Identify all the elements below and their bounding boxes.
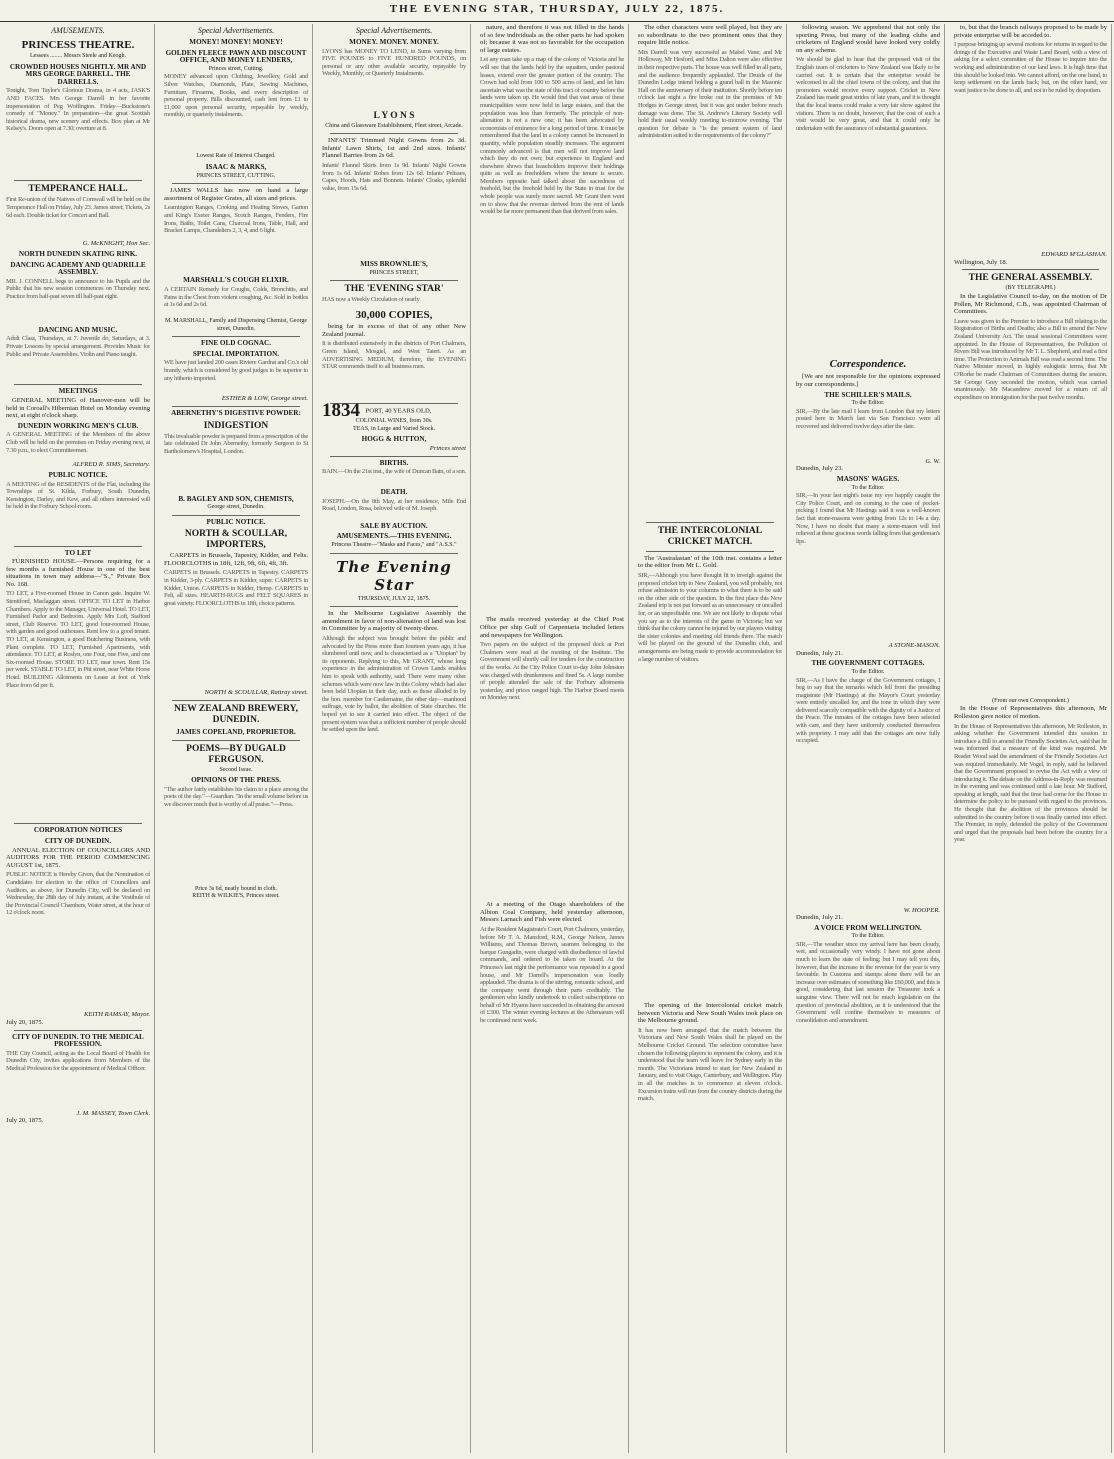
meetings-head: MEETINGS xyxy=(58,387,98,396)
body-text: Mrs Darrell was very successful as Mabel Vane; and Mr Holloway, Mr Hesford, and Miss Dalton were also effective in their respective parts. The house was well filled in all parts, and the audience frequently applauded. The Druids of the Dunedin Lodge intend holding a grand ball in the Masonic Hall on the anniversary of their institution. Shortly before ten o'clock last night a fire broke out in the premises of Mr Hodges in George street, but it was got under before much damage was done. The St. Andrew's Literary Society will hold their usual weekly meeting to-morrow evening. The question for debate is "Is the present system of land administration suited to the requirements of the colony?" xyxy=(638,48,782,140)
infants-ad: INFANTS' Trimmed Night Gowns from 2s 3d. Infants' Lawn Shirts, 1st and 2nd sizes. Infants' Flannel Barries from 2s 6d. xyxy=(322,137,466,160)
club-title: DUNEDIN WORKING MEN'S CLUB. xyxy=(17,421,139,430)
port-label: PORT, 40 YEARS OLD, xyxy=(365,407,432,415)
signature: G. McKNIGHT, Hon Sec. xyxy=(82,240,150,248)
music-title: DANCING AND MUSIC. xyxy=(38,325,118,334)
body-text: Tonight, Tom Taylor's Glorious Drama, in 4 acts, JASK'S AND FACES. Mrs George Darrell in her favorite impersonation of Peg Woffington. Friday—Buckstone's comedy of "Money." In preparation—the great Scottish historical drama, new scenery and effects. Box plan at Mr Kelsey's. Doors open at 7.30; overture at 8. xyxy=(6,87,150,133)
leader-date: THURSDAY, JULY 22, 1875. xyxy=(357,595,431,602)
cricket-text: The 'Australasian' of the 10th inst. contains a letter to the editor from Mr L. Gold. xyxy=(638,554,782,570)
theatre-lessees: Lessees ........ Messrs Steele and Keogh. xyxy=(30,53,126,59)
col4-lead: nature, and therefore it was not filled in the hands of so few individuals as the other parts he had spoken of; because it was not so favorable for the occupation of large estates. xyxy=(480,24,624,54)
amusements-evening: AMUSEMENTS.—THIS EVENING. xyxy=(336,532,452,541)
body-text: Leave was given to the Premier to introduce a Bill relating to the Registration of Births and Deaths; also a Bill to amend the New Zealand University Act. The usual sessional Committees were appointed. In the House of Representatives, the Pollution of Rivers Bill was introduced by Mr T. L. Shepherd, and read a first time. The Protection to Animals Bill was read a second time. The Native Minister moved, in highly eulogistic terms, that Mr O'Rorke be made Chairman of Committees during the session. Sir George Grey seconded the motion, which was carried unanimously. Mr Macandrew moved for a return of all expenditure on immigration for the past twelve months. xyxy=(954,317,1107,401)
cognac-title: FINE OLD COGNAC. xyxy=(200,339,272,348)
corp-head: CORPORATION NOTICES xyxy=(33,826,123,835)
signature: A STONE-MASON. xyxy=(888,642,940,650)
poems-title: POEMS—BY DUGALD FERGUSON. xyxy=(186,743,286,765)
star-notice: THE 'EVENING STAR' xyxy=(344,284,444,295)
date-line: July 20, 1875. xyxy=(6,1117,44,1125)
body-text: JOSEPH.—On the 8th May, at her residence, Mile End Road, London, Rosa, beloved wife of M. Joseph. xyxy=(322,497,466,513)
body-text: BAIN.—On the 21st inst., the wife of Duncan Bain, of a son. xyxy=(322,468,466,476)
lowest-rate: Lowest Rate of Interest Charged. xyxy=(196,153,276,160)
theatre-line: CROWDED HOUSES NIGHTLY. MR AND MRS GEORGE DARRELL. THE DARRELLS. xyxy=(9,62,147,86)
theatre-title: PRINCESS THEATRE. xyxy=(21,39,135,51)
body-text: WE have just landed 200 cases Riviere Gardrat and Co.'s old brandy, which is considered by good judges to be superior to any hitherto imported. xyxy=(164,359,308,382)
body-text: TO LET, a Five-roomed House in Canon gate. Inquire W. Stentiford, Maclaggan street. OFFICE TO LET in Harbor Chambers. Apply to the Manager, Universal Hotel. TO LET, Furnished Parlor and Bedroom. Apply Mrs Loft, Stafford street, Club Reserve. TO LET, good four-roomed House, with garden and good outhouses. Rent low to a good tenant. TO LET, at Kensington, a good Butchering Business, with Plant complete. TO LET, Furnished Apartments, with attendance. TO LET, at Roslyn, one Four, one Five, and one Six-roomed House. STORE TO LET, near town. Rent 15s per week. STABLE TO LET, in Pitt street, near White Horse Hotel. BUILDING Allotments on Lease at foot of York Place from 6d per ft. xyxy=(6,590,150,689)
money-head: MONEY. MONEY. MONEY. xyxy=(349,38,439,46)
body-text: Leamington Ranges, Cooking and Heating Stoves, Garton and King's Exeter Ranges, Scotch Ranges, Fenders, Fire Irons, Baths, Toilet Cans, Charcoal Irons, Table, Hall, and Bracket Lamps, Chandeliers 2, 3, 4, and 6 light. xyxy=(164,204,308,235)
copeland: JAMES COPELAND, PROPRIETOR. xyxy=(176,728,296,737)
signature: ALFRED R. SIMS, Secretary. xyxy=(72,461,150,469)
importation: SPECIAL IMPORTATION. xyxy=(192,349,280,358)
circulation: 30,000 COPIES, xyxy=(355,309,433,322)
column-news-2 xyxy=(634,24,787,1453)
body-text: SIR,—By the late mail I learn from London that my letters posted here in March last via San Francisco were all recovered and delivered twelve days after the date. xyxy=(796,407,940,430)
section-special: Special Advertisements. xyxy=(355,26,433,35)
golden-fleece: GOLDEN FLEECE PAWN AND DISCOUNT OFFICE, AND MONEY LENDERS, xyxy=(165,48,307,65)
golden-address: Princes street, Cutting. xyxy=(208,65,264,72)
city-title: CITY OF DUNEDIN. xyxy=(44,837,112,846)
body-text: This invaluable powder is prepared from a prescription of the late celebrated Dr John Abernethy, formerly Surgeon to St Bartholomew's Hospital, London. xyxy=(164,432,308,455)
body-text: A MEETING of the RESIDENTS of the Flat, including the Townships of St. Kilda, Forbury, South Dunedin, Kensington, Darley, and Kew, and all others interested will be held in the Forbury School-room. xyxy=(6,480,150,511)
carpets-list: CARPETS in Brussels, Tapestry, Kidder, and Felts. FLOORCLOTHS in 18ft, 12ft, 9ft, 6ft, 4ft, 3ft. xyxy=(164,552,308,567)
section-special: Special Advertisements. xyxy=(197,26,275,35)
auction-head: SALE BY AUCTION. xyxy=(360,521,428,530)
lyons-address: China and Glassware Establishment, Fleet street, Arcade. xyxy=(325,122,463,129)
temperance-title: TEMPERANCE HALL. xyxy=(28,184,128,195)
mayor-signature: KEITH RAMSAY, Mayor. xyxy=(83,1011,150,1019)
col5-lead: The other characters were well played, but they are so subordinate to the two prominent ones that they require little notice. xyxy=(638,24,782,47)
date-line: Wellington, July 18. xyxy=(954,258,1008,266)
death-head: DEATH. xyxy=(380,488,408,497)
walls-ad: JAMES WALLS has now on hand a large assortment of Register Grates, all sizes and prices. xyxy=(164,187,308,202)
circ-text: being far in excess of that of any other New Zealand journal. xyxy=(322,323,466,338)
body-text: Infants' Flannel Skirts from 1s 9d. Infants' Night Gowns from 1s 6d. Infants' Robes from 12s 6d. Infants' Pelisses, Capes, Hoods, Hats and Bonnets. Infants' Cloaks, splendid value, from 15s 6d. xyxy=(322,161,466,192)
cricket-title: THE INTERCOLONIAL CRICKET MATCH. xyxy=(657,525,763,547)
wilkie: REITH & WILKIE'S, Princes street. xyxy=(192,893,280,900)
scoullar-title: NORTH & SCOULLAR, IMPORTERS, xyxy=(184,529,288,551)
price: Price 3s 6d, neatly bound in cloth. xyxy=(195,885,277,892)
voice-title: A VOICE FROM WELLINGTON. xyxy=(814,923,922,932)
hogg-hutton: HOGG & HUTTON, xyxy=(361,435,427,444)
second-issue: Second Issue. xyxy=(219,766,253,773)
body-text: It is distributed extensively in the districts of Port Chalmers, Green Island, Mosgiel, and West Taieri. As an ADVERTISING MEDIUM, therefore, the EVENING STAR commends itself to all business men. xyxy=(322,340,466,371)
body-text: Although the subject was brought before the public and advocated by the Press more than fourteen years ago, it has slumbered until now, and is characterised as a "Utopian" by its opponents. Replying to this, Mr GRANT, whose long experience in the administration of Crown Lands enables him to speak with authority, said: There were many other schemes which were now law in this Colony which had also been held Utopian in their day, such as those alluded to by the hon. member for Castlemaine, the other day—manhood suffrage, vote by ballot, the abolition of State churches. He hoped yet to see it carried into effect. The object of the present system was that a sufficient number of people should be settled upon the land. xyxy=(322,634,466,734)
body-text: "The author fairly establishes his claim to a place among the poets of the day."—Guardian. "In the small volume before us we discover much that is worthy of all praise."—Press. xyxy=(164,785,308,809)
assembly-p1: In the Legislative Council to-day, on the motion of Dr Pollen, Mr Richmond, C.B., was appointed Chairman of Committees. xyxy=(954,292,1107,316)
from-correspondent: (From our own Correspondent.) xyxy=(992,697,1069,704)
furnished-house: FURNISHED HOUSE.—Persons requiring for a few months a furnished House in one of the best situations in town may address—"S.," Private Box No. 168. xyxy=(6,558,150,588)
correspondence-note: [We are not responsible for the opinions expressed by our correspondents.] xyxy=(796,373,940,388)
brownlie-address: PRINCES STREET, xyxy=(369,269,419,276)
date-line: Dunedin, July 21. xyxy=(796,649,843,657)
powder-title: ABERNETHY'S DIGESTIVE POWDER: xyxy=(171,408,301,417)
body-text: SIR,—Although you have thought fit to inveigh against the proposed cricket trip to New Zealand, you will probably, not refuse admission to your columns to what there is to be said on the other side of the question. In the first place this New Zealand trip is not put forward as an unnecessary or uncalled for, or an unprofitable one. We are not likely to dispute what you say as to the interests of the game in Victoria; but we think that the colony cannot be injured by our players visiting the sister colonies and meeting old friends there. The match will be played on the ground of the Dunedin club, and arrangements are being made to provide accommodation for a large number of visitors. xyxy=(638,571,782,663)
body-text: Let any man take up a map of the colony of Victoria and he will see that the lands held by the squatters, under pastoral leases, extend over the greater portion of the country. The Crown had sold from 100 to 500 acres of land, and let him ascertain what was the state of this tract of country before the lands were taken up. He would find that vast areas of these municipalities were now held in large estates, and that the population was less than formerly. The principle of non-alienation is not a new one; it has been advocated by economists of eminence for a long period of time. It must be remembered that the land in a colony cannot be increased in quantity, while population steadily increases. The argument commonly advanced is that men will not improve land which they do not own; but experience in England and elsewhere shows that leaseholders improve their holdings quite as well as freeholders where the tenure is secure. Members opposite had talked about the sacredness of freehold, but the freehold held by the State in trust for the whole people was surely more sacred. Mr Grant then went on to show that the revenue derived from the rent of lands would be far more permanent than that derived from sales. xyxy=(480,56,624,216)
column-special-ads xyxy=(160,24,313,1453)
body-text: A GENERAL MEETING of the Members of the above Club will be held on the premises on Friday evening next, at 7.30 p.m., to elect Committeemen. xyxy=(6,431,150,454)
date-line: Dunedin, July 23. xyxy=(796,465,843,473)
to-editor: To the Editor. xyxy=(851,484,885,491)
tea: TEAS, in Large and Varied Stock. xyxy=(353,425,435,432)
wines: COLONIAL WINES, from 30s. xyxy=(355,418,433,425)
body-text: Two papers on the subject of the proposed dock at Port Chalmers were read at the meeting of the Institute. The Government will shortly call for tenders for the construction of the works. At the City Police Court to-day John Johnston was charged with drunkenness and fined 5s. A large number of people attended the sale of the Forbury allotments yesterday, and prices ranged high. The Harbor Board meets on Monday next. xyxy=(480,641,624,702)
clerk-signature: J. M. MASSEY, Town Clerk. xyxy=(76,1109,150,1117)
indigestion-head: INDIGESTION xyxy=(203,420,269,431)
medical-title: CITY OF DUNEDIN. TO THE MEDICAL PROFESSION. xyxy=(12,1032,144,1049)
opinions-title: OPINIONS OF THE PRESS. xyxy=(191,776,281,785)
bagley-address: George street, Dunedin. xyxy=(207,504,265,511)
body-text: THE City Council, acting as the Local Board of Health for Dunedin City, invites applications from Members of the Medical Profession for the appointment of Medical Officer. xyxy=(6,1049,150,1072)
scoullar-sign: NORTH & SCOULLAR, Rattray street. xyxy=(204,689,308,697)
section-amusements: AMUSEMENTS. xyxy=(51,26,105,35)
body-text: At the Resident Magistrate's Court, Port Chalmers, yesterday, before Mr T. A. Mansford, R.M., George Nelson, James Williams, and Thomas Brown, seamen belonging to the barque Gungadin, were charged with disobedience of lawful commands, and ordered to be taken on board. At the Princess's last night the performance was repeated to a good house, and Mr Darrell's impersonation was loudly applauded. The drama is of the stirring, romantic school, and the company went through their parts creditably. The gentlemen who kindly undertook to collect subscriptions on behalf of Mr Hyams have succeeded in obtaining the amount of £300. The winter evening lectures at the Athenaeum will be continued next week. xyxy=(480,925,624,1025)
body-text: PUBLIC NOTICE is Hereby Given, that the Nomination of Candidates for election to the office of Councillors and Auditors, as above, for Dunedin City, will be declared on Wednesday, the 28th day of July instant, at the Vestibule of the Provincial Council Chambers, Water street, at the hour of 12 o'clock noon. xyxy=(6,871,150,917)
marshall-sign: M. MARSHALL, Family and Dispensing Chemist, George street, Dunedin. xyxy=(164,317,308,332)
date-line: Dunedin, July 21. xyxy=(796,914,843,922)
signature: EDWARD M'GLASHAN. xyxy=(1041,251,1107,259)
hogg-address: Princes street xyxy=(429,445,466,453)
signature: G. W. xyxy=(925,457,940,465)
body-text: MR. J. CONNELL begs to announce to his Pupils and the Public that his new session commences on Thursday next. Practice from half-past seven till half-past eight. xyxy=(6,277,150,300)
masons-title: MASONS' WAGES. xyxy=(836,474,900,483)
esther-sign: ESTHER & LOW, George street. xyxy=(221,395,308,403)
correspondence-head: Correspondence. xyxy=(829,358,907,371)
col4-mails: The mails received yesterday at the Chief Post Office per ship Gulf of Carpentaria included letters and newspapers for Wellington. xyxy=(480,616,624,639)
theatre-evening: Princess Theatre—"Masks and Faces," and "A.S.S." xyxy=(331,542,457,548)
births-head: BIRTHS. xyxy=(379,458,409,467)
body-text: Adult Class, Thursdays, at 7. Juvenile do, Saturdays, at 3. Private Lessons by special arrangement. Provides Music for Public and Private Assemblies. Violin and Piano taught. xyxy=(6,335,150,358)
isaac-address: PRINCES STREET, CUTTING. xyxy=(196,172,276,179)
column-news-1 xyxy=(476,24,629,1453)
body-text: In the House of Representatives this afternoon, Mr Rolleston, in asking whether the Government intended this session to introduce a Bill to amend the Friendly Societies Act, said that he was informed that a measure of the kind was required. Mr Reader Wood said the amendment of the Friendly Societies Act was required immediately. Mr Vogel, in reply, said he believed that the Government proposed to revise the Act with a view of introducing it. The debate on the Address-in-Reply was resumed in the evening and was continued until a late hour. Mr Stafford, speaking at length, said that the time had come for the House to determine the policy to be pursued with regard to the provinces. He thought that the abolition of the provinces should be submitted to the country before it was finally carried into effect. The Premier, in reply, defended the policy of the Government and urged that the proposals had been before the country for a year. xyxy=(954,722,1107,844)
body-text: HAS now a Weekly Circulation of nearly xyxy=(322,296,420,304)
body-text: LYONS has MONEY TO LEND, in Sums varying from FIVE POUNDS to FIVE HUNDRED POUNDS, on personal or any other available security, repayable by Weekly, Monthly, or Quarterly Instalments. xyxy=(322,47,466,78)
body-text: SIR,—The weather since my arrival here has been cloudy, wet, and occasionally very windy. I have not gone about much to learn the state of feeling; but I may tell you this, however, that the increase in the revenue for the year is very favorable. In Customs and stamps alone there will be an increase over estimates of something like £60,000, and this is good, considering that last session the Treasurer took a sanguine view. There will not be much legislation on the question of provincial abolition, as it is understood that the Government will confine themselves to measures of consolidation and amendment. xyxy=(796,940,940,1024)
body-text: We should be glad to hear that the proposed visit of the English team of cricketers to New Zealand was likely to be carried out. It is certain that the enterprise would be welcomed in all the chief towns of the colony, and that the promoters would receive every support. Cricket in New Zealand has made great strides of late years, and it is thought that the local teams could make a very fair show against the visitors. There is no doubt, however, that the cost of such a visit would be very great, and that it could only be undertaken with the assurance of substantial guarantees. xyxy=(796,56,940,132)
body-text: CARPETS in Brussels. CARPETS in Tapestry. CARPETS in Kidder, 3-ply. CARPETS in Kidder, super. CARPETS in Kidder, Union. CARPETS in Kidder, Hemp. CARPETS in Felt, all sizes. HEARTH-RUGS and FELT SQUARES in great variety. FLOORCLOTHS in 18ft, choice patterns. xyxy=(164,569,308,607)
column-amusements xyxy=(2,24,155,1453)
leader-lead: In the Melbourne Legislative Assembly the amendment in favor of non-alienation of land was lost in Committee by a majority of twenty-three. xyxy=(322,610,466,633)
money-head: MONEY! MONEY! MONEY! xyxy=(189,38,283,46)
pub-notice-title: PUBLIC NOTICE. xyxy=(206,517,266,526)
body-text: A CERTAIN Remedy for Coughs, Colds, Bronchitis, and Pains in the Chest from violent coughing, &c. Sold in bottles at 1s 6d and 2s 6d. xyxy=(164,285,308,309)
cough-title: MARSHALL'S COUGH ELIXIR. xyxy=(183,276,289,285)
assembly-p2: In the House of Representatives this afternoon, Mr Rolleston gave notice of motion. xyxy=(954,705,1107,720)
col6-lead: following season. We apprehend that not only the sporting Press, but many of the leading clubs and cricketers of England would have looked very coldly on any scheme. xyxy=(796,24,940,54)
body-text: First Re-union of the Natives of Cornwall will be held on the Temperance Hall on Friday, July 23. James street; Tickets, 2s 6d each. Double ticket for Concert and Ball. xyxy=(6,196,150,219)
to-editor: To the Editor. xyxy=(851,400,885,407)
column-ads-leader xyxy=(318,24,471,1453)
col7-lead: to, but that the branch railways proposed to be made by private enterprise will be acceded to. xyxy=(954,24,1107,39)
notice-title: PUBLIC NOTICE. xyxy=(48,470,108,479)
brownlie: MISS BROWNLIE'S, xyxy=(360,259,428,268)
evening-star-flag: The Evening Star xyxy=(336,557,452,594)
cottages-title: THE GOVERNMENT COTTAGES. xyxy=(811,659,925,668)
body-text: MONEY advanced upon Clothing, Jewellery, Gold and Silver Watches, Diamonds, Plate, Sewing Machines, Furniture, Firearms, Books, and every description of personal property. Bills discounted, cash lent from £1 to £1,000 upon personal security, repayable by weekly, monthly, or quarterly instalments. xyxy=(164,73,308,119)
column-correspondence xyxy=(792,24,945,1453)
dancing-title: DANCING ACADEMY AND QUADRILLE ASSEMBLY. xyxy=(10,260,146,277)
telegraph: (BY TELEGRAPH.) xyxy=(1005,285,1056,292)
date-line: July 20, 1875. xyxy=(6,1019,44,1027)
body-text: It has now been arranged that the match between the Victorians and New South Wales shall be played on the Melbourne Cricket Ground. The selection committee have chosen the following players to represent the colony, and it is understood that the team will leave for Sydney early in the month. The Victorians intend to start for New Zealand in January, and to visit Otago, Canterbury, and Wellington. Play in all the matches is to commence at eleven o'clock. Excursion trains will run from the country districts during the match. xyxy=(638,1026,782,1103)
column-assembly xyxy=(950,24,1112,1453)
to-editor: To the Editor. xyxy=(851,668,885,675)
bagley-sign: B. BAGLEY AND SON, CHEMISTS, xyxy=(178,494,294,503)
assembly-title: THE GENERAL ASSEMBLY. xyxy=(968,273,1093,284)
isaac-marks: ISAAC & MARKS, xyxy=(205,162,267,171)
election-notice: ANNUAL ELECTION OF COUNCILLORS AND AUDITORS FOR THE PERIOD COMMENCING AUGUST 1st, 1875. xyxy=(6,846,150,869)
cricket-p2: The opening of the Intercolonial cricket match between Victoria and New South Wales took place on the Melbourne ground. xyxy=(638,1001,782,1025)
lyons-title: L Y O N S xyxy=(373,110,415,121)
col4-meeting: At a meeting of the Otago shareholders of the Albion Coal Company, held yesterday afternoon, Messrs Larnach and Fish were elected. xyxy=(480,901,624,924)
to-let-head: TO LET xyxy=(64,548,92,557)
mails-title: THE SCHILLER'S MAILS. xyxy=(824,390,912,399)
to-editor: To the Editor. xyxy=(851,933,885,940)
body-text: SIR,—In your last night's issue my eye happily caught the City Police Court, and on coming to the case of pocket-picking I found that Mr Hastings said it was a well-known fact that stone-masons were getting from 12s to 14s a day. Now, I have no doubt that many a stone-mason will feel relieved at these gracious words falling from that gentleman's lips. xyxy=(796,492,940,545)
rink-title: NORTH DUNEDIN SKATING RINK. xyxy=(18,249,138,258)
body-text: SIR,—As I have the charge of the Government cottages, I beg to say that the remarks which fell from the presiding magistrate (Mr Hastings) at the Mayor's Court yesterday were entirely uncalled for, and the tone in which they were delivered scarcely compatible with the dignity of a Justice of the Peace. The inmates of the cottages have been selected with care, and they have uniformly conducted themselves with propriety. I may add that the cottages are now fully occupied. xyxy=(796,676,940,745)
body-text: I purpose bringing up several motions for returns in regard to the doings of the Executive and Waste Land Board, with a view of asking for a select committee of the House to inquire into the working and administration of our land laws. It is high time that this should be looked into. We cannot afford, on the one hand, to keep settlement on the lands back; but, on the other hand, we want justice to be done to all, and not to be ruled by despotism. xyxy=(954,41,1107,94)
masthead: THE EVENING STAR, THURSDAY, JULY 22, 1875. xyxy=(0,0,1114,22)
general-meeting: GENERAL MEETING of Hanover-men will be held in Coroall's Hibernian Hotel on Monday evening next, at eight o'clock sharp. xyxy=(6,396,150,420)
brewery-title: NEW ZEALAND BREWERY, DUNEDIN. xyxy=(174,704,298,726)
year: 1834 xyxy=(322,400,360,422)
signature: W. HOOPER. xyxy=(903,906,940,914)
